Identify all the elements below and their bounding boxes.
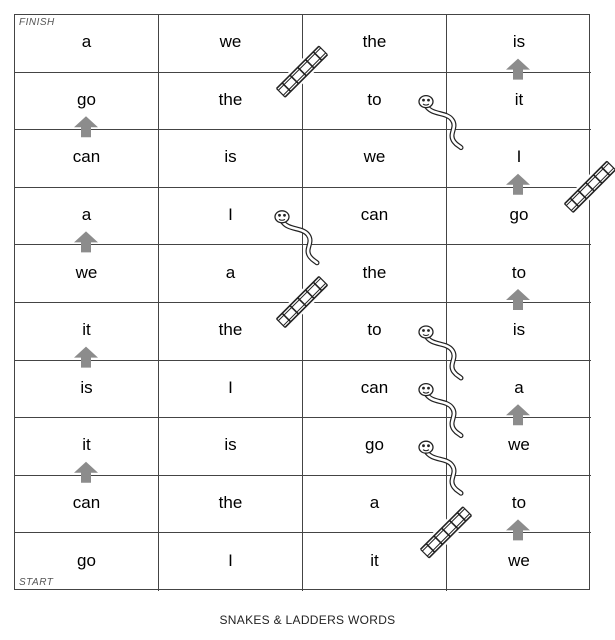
board-square [303,130,447,188]
board-square [159,418,303,476]
board-square [159,361,303,419]
square-word: a [225,262,236,282]
square-word: I [228,205,233,225]
square-word: it [82,435,91,455]
start-label: START [19,577,54,588]
square-word: the [218,89,243,109]
board-square [159,303,303,361]
square-word: it [82,320,91,340]
square-word: I [228,377,233,397]
square-word: can [360,377,389,397]
square-word: a [81,32,92,52]
square-word: is [512,32,526,52]
square-word: it [514,89,524,109]
square-word: the [218,493,243,513]
board-square [303,361,447,419]
board-square [303,15,447,73]
board-square [159,476,303,534]
board-square [447,245,591,303]
board-square [15,245,159,303]
square-word: is [512,320,526,340]
square-word: the [362,262,387,282]
square-word: to [367,89,382,109]
square-word: is [224,435,237,455]
board-square [303,476,447,534]
square-word: can [360,205,389,225]
board-square [15,188,159,246]
square-word: a [81,205,92,225]
square-word: we [508,435,530,455]
board-square [15,418,159,476]
board-square [303,418,447,476]
square-word: I [228,551,233,571]
square-word: it [370,551,379,571]
square-word: I [516,147,522,167]
board-square [447,130,591,188]
square-word: go [509,205,529,225]
square-word: is [224,147,237,167]
square-word: can [72,147,101,167]
square-word: can [72,493,101,513]
board-square [303,303,447,361]
board-square [15,361,159,419]
board-square [159,188,303,246]
game-board [14,14,590,590]
board-square [15,130,159,188]
square-word: to [367,320,382,340]
board-square [447,533,591,591]
board-square [15,476,159,534]
board-square [447,188,591,246]
square-word: the [218,320,243,340]
board-square [447,303,591,361]
square-word: a [369,493,380,513]
square-word: a [514,377,524,397]
square-word: we [75,262,98,282]
board-square [303,533,447,591]
board-square [159,245,303,303]
square-word: we [363,147,386,167]
square-word: to [511,262,527,282]
square-word: go [365,435,384,455]
board-square [303,245,447,303]
finish-label: FINISH [19,17,55,28]
board-square [447,476,591,534]
board-square [15,303,159,361]
square-word: the [362,32,387,52]
page-caption: SNAKES & LADDERS WORDS [219,613,396,627]
square-word: to [511,493,527,513]
board-square [159,130,303,188]
board-square [159,73,303,131]
square-word: we [219,32,242,52]
square-word: we [508,551,530,571]
board-square [303,188,447,246]
board-square [447,73,591,131]
square-word: is [80,377,93,397]
board-square [303,73,447,131]
board-square [447,418,591,476]
board-square [447,15,591,73]
square-word: go [77,89,96,109]
board-square [15,73,159,131]
board-square [159,533,303,591]
square-word: go [77,551,96,571]
board-square [447,361,591,419]
board-square [159,15,303,73]
